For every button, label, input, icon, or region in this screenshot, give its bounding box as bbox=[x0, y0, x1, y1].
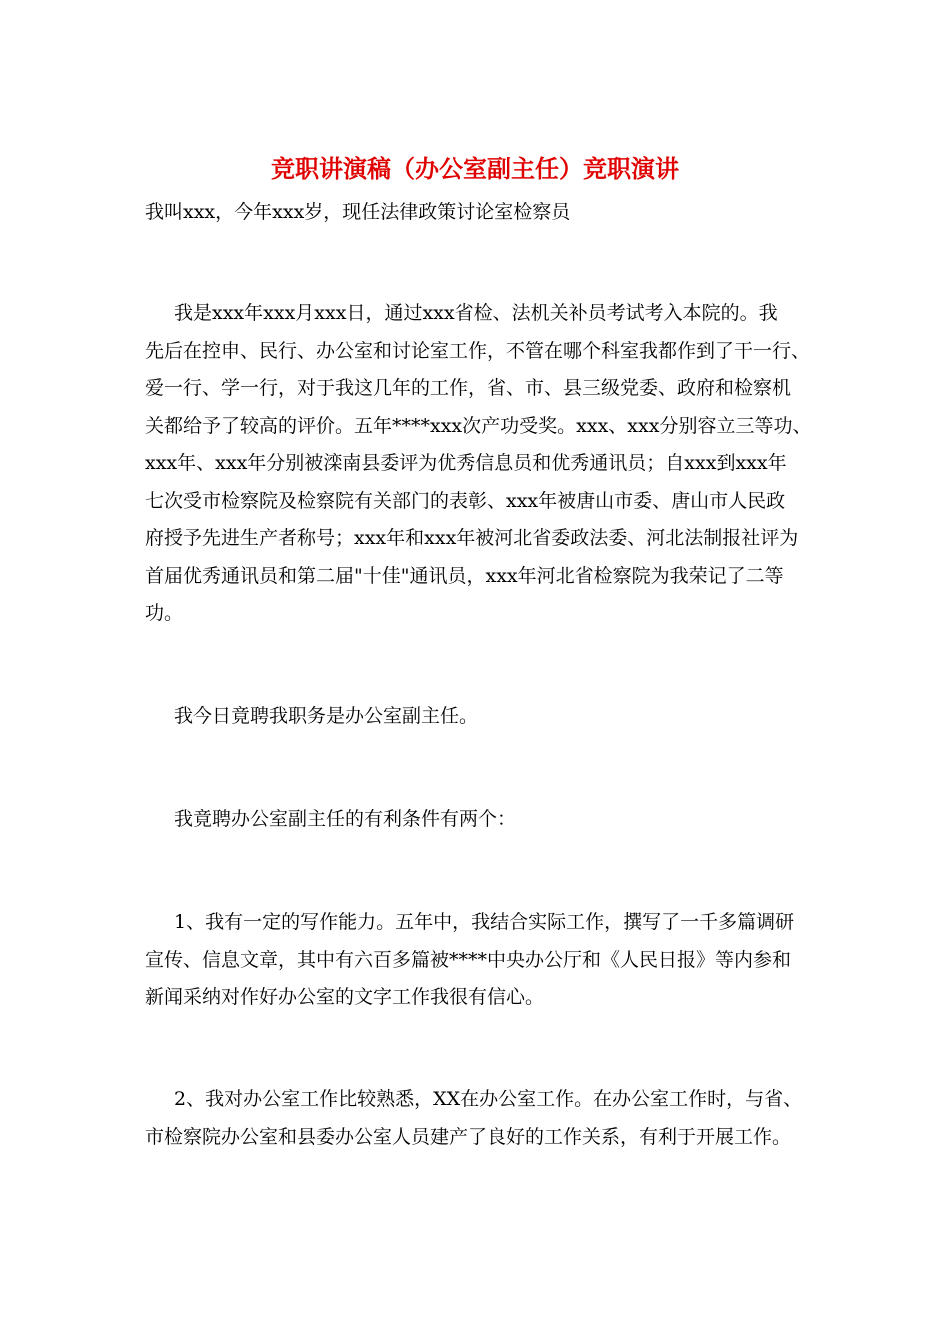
paragraph-line: 府授予先进生产者称号；xxx年和xxx年被河北省委政法委、河北法制报社评为 bbox=[145, 527, 799, 549]
paragraph-line: xxx年、xxx年分别被滦南县委评为优秀信息员和优秀通讯员；自xxx到xxx年 bbox=[145, 452, 787, 474]
paragraph-condition-two bbox=[145, 1081, 805, 1156]
paragraph-position bbox=[145, 698, 805, 736]
paragraph-line: 2、我对办公室工作比较熟悉，XX在办公室工作。在办公室工作时，与省、 bbox=[174, 1088, 803, 1110]
document-title: 竞职讲演稿（办公室副主任）竞职演讲 bbox=[271, 154, 679, 183]
paragraph-line: 我今日竟聘我职务是办公室副主任。 bbox=[174, 705, 479, 727]
paragraph-line: 市检察院办公室和县委办公室人员建产了良好的工作关系，有利于开展工作。 bbox=[145, 1125, 792, 1148]
paragraph-line: 功。 bbox=[145, 602, 184, 624]
paragraph-background bbox=[145, 295, 812, 633]
paragraph-line: 爱一行、学一行，对于我这几年的工作，省、市、县三级党委、政府和检察机 bbox=[145, 377, 792, 399]
paragraph-line: 先后在控申、民行、办公室和讨论室工作，不管在哪个科室我都作到了干一行、 bbox=[145, 339, 811, 362]
paragraph-line: 关都给予了较高的评价。五年****xxx次产功受奖。xxx、xxx分别容立三等功、 bbox=[145, 414, 812, 437]
paragraph-line: 新闻采纳对作好办公室的文字工作我很有信心。 bbox=[145, 986, 545, 1008]
paragraph-condition-one bbox=[145, 904, 805, 1017]
paragraph-line: 首届优秀通讯员和第二届"十佳"通讯员，xxx年河北省检察院为我荣记了二等 bbox=[145, 564, 784, 587]
paragraph-line: 我竟聘办公室副主任的有利条件有两个： bbox=[174, 808, 517, 830]
paragraph-line: 1、我有一定的写作能力。五年中，我结合实际工作，撰写了一千多篇调研 bbox=[174, 911, 795, 933]
paragraph-line: 我是xxx年xxx月xxx日，通过xxx省检、法机关补员考试考入本院的。我 bbox=[174, 302, 778, 324]
paragraph-line: 七次受市检察院及检察院有关部门的表彰、xxx年被唐山市委、唐山市人民政 bbox=[145, 489, 786, 512]
paragraph-conditions bbox=[145, 801, 805, 839]
paragraph-line: 宣传、信息文章，其中有六百多篇被****中央办公厅和《人民日报》等内参和 bbox=[145, 948, 792, 971]
intro-line: 我叫xxx，今年xxx岁，现任法律政策讨论室检察员 bbox=[145, 201, 571, 223]
